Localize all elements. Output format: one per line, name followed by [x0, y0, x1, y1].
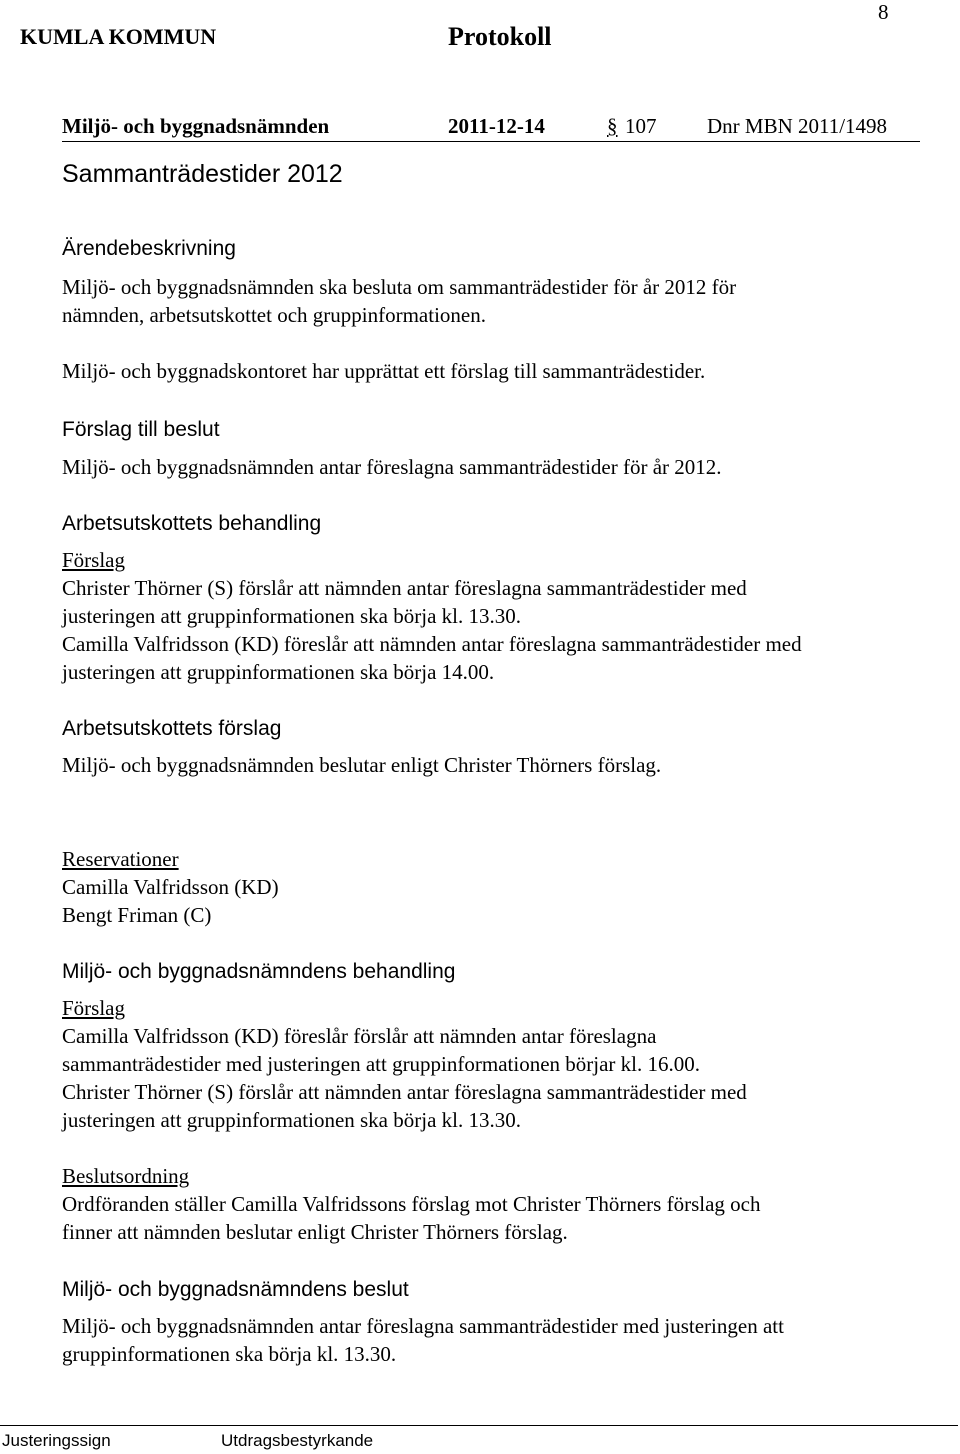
section-symbol: § [607, 114, 618, 138]
beslutsordning-line: Ordföranden ställer Camilla Valfridssons förslag mot Christer Thörners förslag och [62, 1192, 761, 1216]
beslutsordning-paragraph [62, 1190, 761, 1246]
reservation-item: Camilla Valfridsson (KD) [62, 875, 279, 899]
heading-mbn-beslut: Miljö- och byggnadsnämndens beslut [62, 1278, 409, 1301]
mbn-behandling-line: justeringen att gruppinformationen ska börja kl. 13.30. [62, 1108, 521, 1132]
heading-arendebeskrivning: Ärendebeskrivning [62, 237, 236, 260]
reservationer-list [62, 873, 279, 929]
mbn-beslut-line: Miljö- och byggnadsnämnden antar föreslagna sammanträdestider med justeringen att [62, 1314, 784, 1338]
footer-justeringssign: Justeringssign [2, 1431, 111, 1450]
mbn-behandling-sub: Förslag [62, 996, 125, 1020]
beslutsordning-line: finner att nämnden beslutar enligt Christer Thörners förslag. [62, 1220, 568, 1244]
dnr: Dnr MBN 2011/1498 [707, 114, 888, 138]
arende-paragraph [62, 273, 736, 329]
board-name: Miljö- och byggnadsnämnden [62, 114, 330, 138]
heading-au-forslag: Arbetsutskottets förslag [62, 717, 282, 740]
mbn-behandling-line: Camilla Valfridsson (KD) föreslår förslår att nämnden antar föreslagna [62, 1024, 657, 1048]
au-behandling-sub: Förslag [62, 548, 125, 572]
au-behandling-line: justeringen att gruppinformationen ska börja kl. 13.30. [62, 604, 521, 628]
page-number: 8 [878, 0, 889, 24]
mbn-beslut-paragraph [62, 1312, 784, 1368]
meeting-date: 2011-12-14 [448, 114, 545, 138]
au-behandling-line: Camilla Valfridsson (KD) föreslår att nämnden antar föreslagna sammanträdestider med [62, 632, 802, 656]
header-rule [62, 141, 920, 142]
heading-forslag-till-beslut: Förslag till beslut [62, 418, 220, 441]
arende-line: nämnden, arbetsutskottet och gruppinformationen. [62, 303, 486, 327]
footer-rule [0, 1425, 958, 1426]
reservation-item: Bengt Friman (C) [62, 903, 212, 927]
au-forslag-text: Miljö- och byggnadsnämnden beslutar enligt Christer Thörners förslag. [62, 753, 662, 777]
section-number: 107 [625, 114, 657, 138]
heading-reservationer: Reservationer [62, 847, 179, 871]
page-title: Sammanträdestider 2012 [62, 160, 343, 188]
mbn-behandling-paragraph [62, 1022, 747, 1134]
arende-line-2: Miljö- och byggnadskontoret har upprättat ett förslag till sammanträdestider. [62, 359, 706, 383]
heading-beslutsordning: Beslutsordning [62, 1164, 190, 1188]
footer-utdragsbestyrkande: Utdragsbestyrkande [221, 1431, 374, 1450]
heading-mbn-behandling: Miljö- och byggnadsnämndens behandling [62, 960, 456, 983]
doc-type: Protokoll [448, 22, 552, 51]
au-behandling-paragraph [62, 574, 802, 686]
arende-line: Miljö- och byggnadsnämnden ska besluta om sammanträdestider för år 2012 för [62, 275, 737, 299]
org-name: KUMLA KOMMUN [20, 24, 217, 49]
mbn-behandling-line: sammanträdestider med justeringen att gruppinformationen börjar kl. 16.00. [62, 1052, 700, 1076]
mbn-behandling-line: Christer Thörner (S) förslår att nämnden antar föreslagna sammanträdestider med [62, 1080, 747, 1104]
heading-au-behandling: Arbetsutskottets behandling [62, 512, 322, 535]
au-behandling-line: justeringen att gruppinformationen ska börja 14.00. [62, 660, 495, 684]
mbn-beslut-line: gruppinformationen ska börja kl. 13.30. [62, 1342, 397, 1366]
forslag-text: Miljö- och byggnadsnämnden antar föreslagna sammanträdestider för år 2012. [62, 455, 722, 479]
au-behandling-line: Christer Thörner (S) förslår att nämnden antar föreslagna sammanträdestider med [62, 576, 747, 600]
